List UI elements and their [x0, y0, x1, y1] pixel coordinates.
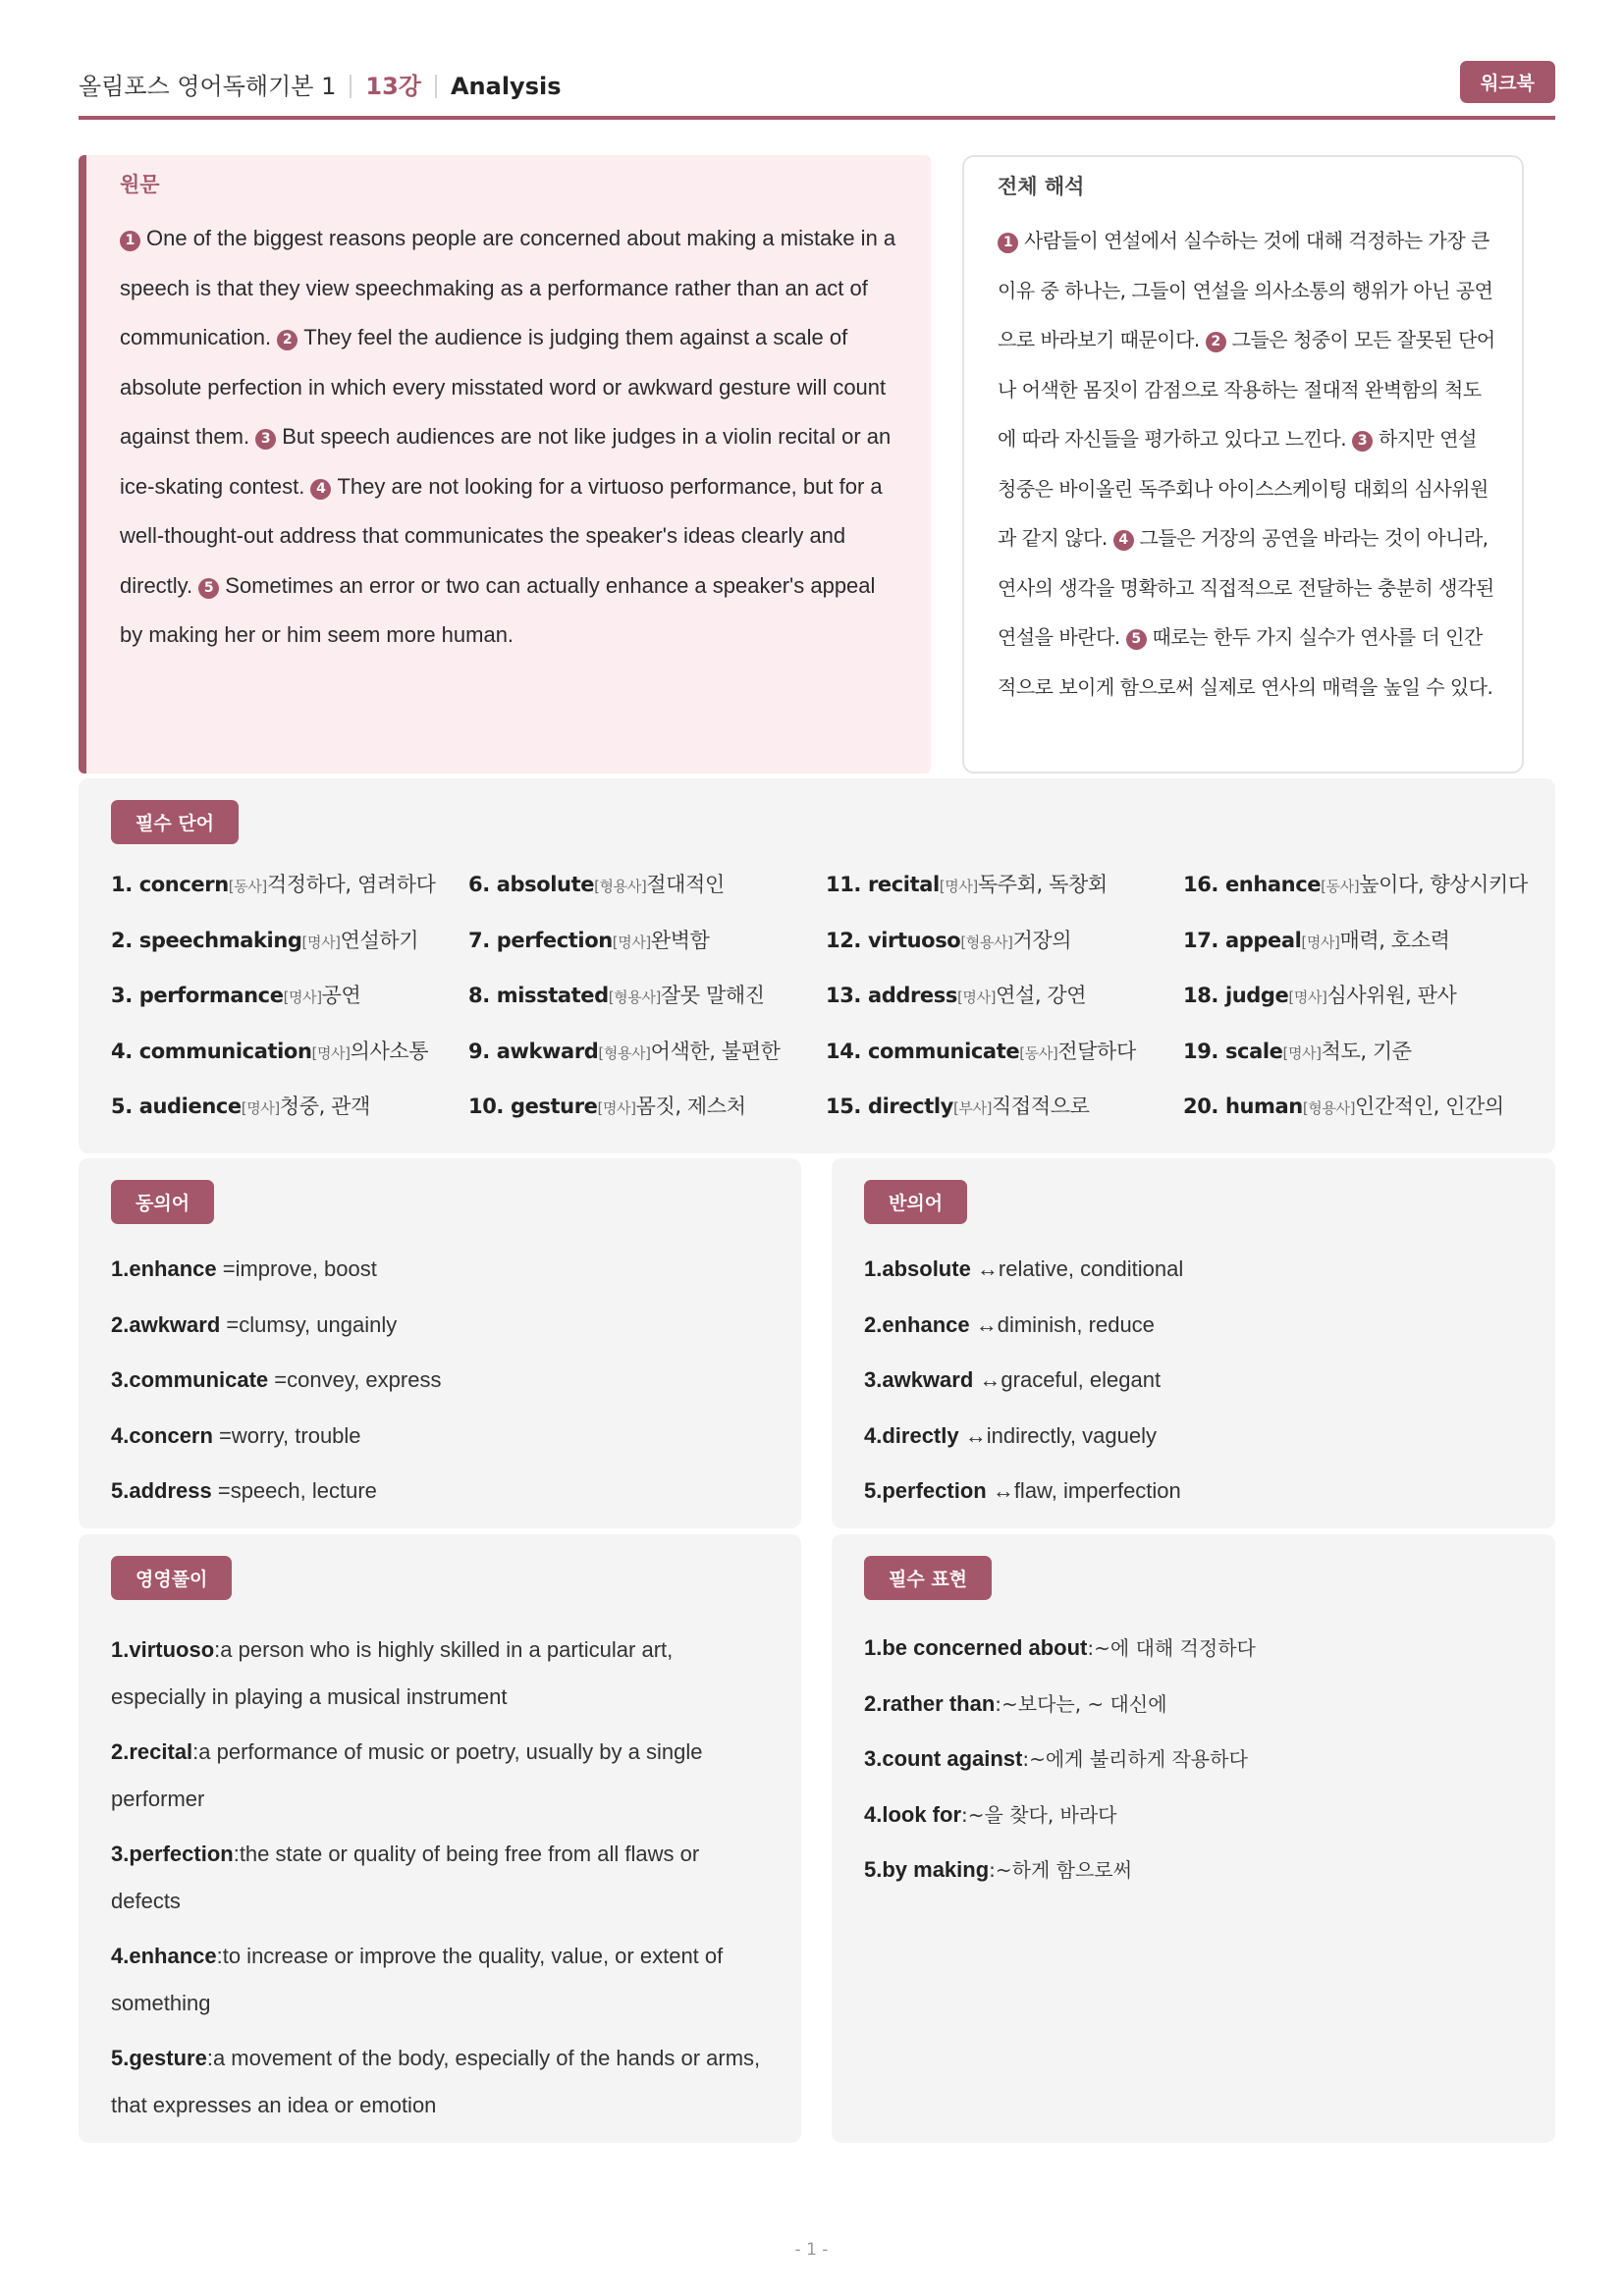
expression-phrase: 4.look for: [864, 1801, 962, 1827]
synonym-value: =improve, boost: [216, 1256, 377, 1281]
vocab-item: [468, 980, 826, 1036]
vocab-term: judge: [1224, 984, 1289, 1007]
vocab-word: [468, 1095, 598, 1118]
synonym-item: [111, 1478, 772, 1534]
expressions-label: 필수 표현: [864, 1556, 992, 1600]
vocab-term: scale: [1224, 1039, 1283, 1063]
vocab-number: 6.: [468, 873, 490, 896]
vocab-term: human: [1224, 1095, 1303, 1118]
vocab-number: 20.: [1183, 1095, 1219, 1118]
vocab-number: 7.: [468, 928, 490, 952]
sentence-number-badge: 2: [277, 330, 298, 350]
vocabulary-label: 필수 단어: [111, 800, 239, 844]
page-number: - 1 -: [794, 2240, 829, 2260]
synonyms-panel: [79, 1158, 801, 1528]
part-of-speech: [명사]: [241, 1099, 280, 1117]
antonym-item: [864, 1256, 1526, 1312]
vocab-meaning: 청중, 관객: [279, 1095, 370, 1118]
vocab-number: 11.: [826, 873, 862, 896]
sentence-number-badge: 5: [198, 578, 219, 599]
antonym-value: ↔relative, conditional: [970, 1256, 1184, 1281]
definition-text: :the state or quality of being free from all flaws or defects: [111, 1842, 700, 1913]
vocab-item: [111, 1036, 468, 1092]
antonym-word: 3.awkward: [864, 1367, 974, 1392]
source-sentence: One of the biggest reasons people are concerned about making a mistake in a speech is that they view speechmaking as a performance rather than an act of communication.: [120, 226, 896, 349]
part-of-speech: [명사]: [597, 1099, 636, 1117]
vocab-word: [1183, 1040, 1283, 1063]
vocab-meaning: 잘못 말해진: [660, 984, 765, 1007]
vocab-term: absolute: [496, 873, 595, 896]
expression-phrase: 2.rather than: [864, 1690, 996, 1716]
vocab-meaning: 몸짓, 제스처: [635, 1095, 746, 1118]
vocab-term: directly: [867, 1095, 953, 1118]
vocab-number: 17.: [1183, 928, 1219, 952]
vocab-meaning: 매력, 호소력: [1339, 928, 1450, 952]
vocab-meaning: 완벽함: [650, 928, 710, 952]
vocab-number: 4.: [111, 1039, 133, 1063]
vocab-word: [826, 984, 957, 1007]
sentence-number-badge: 3: [1352, 431, 1373, 452]
expression-item: [864, 1743, 1526, 1799]
definition-word: 1.virtuoso: [111, 1637, 215, 1662]
header-divider: [350, 75, 352, 98]
vocab-term: misstated: [496, 984, 609, 1007]
translation-panel: [962, 155, 1524, 774]
definition-word: 5.gesture: [111, 2046, 207, 2070]
synonym-word: 1.enhance: [111, 1256, 217, 1281]
vocab-word: [1183, 984, 1288, 1007]
vocab-word: [468, 1040, 598, 1063]
vocab-word: [468, 984, 609, 1007]
vocab-word: [468, 929, 613, 952]
vocab-term: awkward: [496, 1039, 599, 1063]
vocab-meaning: 연설하기: [340, 928, 419, 952]
synonym-item: [111, 1256, 772, 1312]
synonym-word: 3.communicate: [111, 1367, 269, 1392]
header-title-group: [79, 67, 562, 101]
vocab-number: 12.: [826, 928, 862, 952]
vocab-word: [1183, 1095, 1303, 1118]
definition-text: :a person who is highly skilled in a particular art, especially in playing a musical instrument: [111, 1637, 674, 1709]
synonym-value: =convey, express: [268, 1367, 442, 1392]
synonyms-list: [111, 1256, 772, 1534]
vocab-term: concern: [138, 873, 229, 896]
antonyms-label: 반의어: [864, 1180, 967, 1224]
vocab-word: [1183, 873, 1321, 896]
vocab-number: 16.: [1183, 873, 1219, 896]
antonym-item: [864, 1423, 1526, 1479]
vocab-number: 9.: [468, 1039, 490, 1063]
sentence-number-badge: 4: [1113, 530, 1134, 551]
definition-text: :to increase or improve the quality, value, or extent of something: [111, 1944, 724, 2015]
vocab-item: [826, 869, 1183, 925]
expression-item: [864, 1799, 1526, 1855]
sentence-number-badge: 3: [255, 429, 276, 450]
part-of-speech: [형용사]: [598, 1043, 651, 1062]
vocab-item: [111, 980, 468, 1036]
definition-word: 2.recital: [111, 1739, 193, 1764]
expression-phrase: 1.be concerned about: [864, 1635, 1088, 1660]
vocab-item: [1183, 980, 1544, 1036]
expression-meaning: :~보다는, ~ 대신에: [995, 1691, 1167, 1716]
vocab-term: speechmaking: [138, 928, 302, 952]
part-of-speech: [명사]: [283, 988, 322, 1006]
antonym-word: 2.enhance: [864, 1311, 970, 1337]
vocab-meaning: 심사위원, 판사: [1326, 984, 1457, 1007]
antonym-value: ↔indirectly, vaguely: [958, 1422, 1157, 1448]
synonym-item: [111, 1423, 772, 1479]
part-of-speech: [명사]: [612, 933, 651, 951]
vocab-item: [826, 1091, 1183, 1147]
synonym-value: =clumsy, ungainly: [220, 1311, 398, 1337]
synonym-word: 2.awkward: [111, 1311, 221, 1337]
antonym-word: 4.directly: [864, 1422, 959, 1448]
vocab-item: [111, 925, 468, 981]
vocab-item: [468, 1091, 826, 1147]
vocab-meaning: 인간적인, 인간의: [1355, 1095, 1504, 1118]
vocab-number: 3.: [111, 984, 133, 1007]
vocab-item: [468, 1036, 826, 1092]
synonym-value: =worry, trouble: [212, 1422, 361, 1448]
translation-sentence: 그들은 청중이 모든 잘못된 단어나 어색한 몸짓이 감점으로 작용하는 절대적 완벽함의 척도에 따라 자신들을 평가하고 있다고 느낀다.: [998, 328, 1495, 451]
vocab-term: perfection: [496, 928, 613, 952]
expression-meaning: :~하게 함으로써: [989, 1858, 1132, 1882]
expression-meaning: :~에 대해 걱정하다: [1087, 1636, 1256, 1660]
part-of-speech: [명사]: [939, 878, 978, 895]
vocab-meaning: 연설, 강연: [996, 984, 1087, 1007]
part-of-speech: [명사]: [1282, 1043, 1322, 1062]
part-of-speech: [형용사]: [608, 988, 661, 1006]
vocab-meaning: 어색한, 불편한: [650, 1039, 781, 1063]
vocab-meaning: 독주회, 독창회: [977, 873, 1108, 896]
vocab-item: [826, 980, 1183, 1036]
vocab-item: [1183, 1091, 1544, 1147]
workbook-badge: 워크북: [1460, 61, 1555, 103]
vocab-word: [111, 873, 229, 896]
translation-sentence: 사람들이 연설에서 실수하는 것에 대해 걱정하는 가장 큰 이유 중 하나는, 그들이 연설을 의사소통의 행위가 아닌 공연으로 바라보기 때문이다.: [998, 229, 1493, 351]
vocab-meaning: 절대적인: [646, 873, 725, 896]
vocab-term: recital: [867, 873, 940, 896]
vocab-word: [111, 929, 302, 952]
english-definitions-list: [111, 1627, 772, 2137]
vocab-meaning: 높이다, 향상시키다: [1359, 873, 1528, 896]
source-sentence: They are not looking for a virtuoso performance, but for a well-thought-out address that communicates the speaker's ideas clearly and directly.: [120, 473, 883, 598]
lesson-number: 13강: [365, 73, 421, 100]
vocabulary-panel: [79, 778, 1555, 1153]
synonym-word: 5.address: [111, 1478, 212, 1503]
vocab-meaning: 거장의: [1012, 928, 1072, 952]
english-definitions-label: 영영풀이: [111, 1556, 232, 1600]
vocab-meaning: 전달하다: [1057, 1039, 1136, 1063]
part-of-speech: [명사]: [311, 1043, 351, 1062]
part-of-speech: [명사]: [1301, 933, 1340, 951]
part-of-speech: [동사]: [228, 878, 267, 895]
vocab-item: [1183, 1036, 1544, 1092]
vocab-term: communicate: [867, 1039, 1020, 1063]
vocab-word: [468, 873, 594, 896]
source-sentence: But speech audiences are not like judges in a violin recital or an ice-skating contest.: [120, 424, 892, 499]
part-of-speech: [부사]: [952, 1099, 993, 1117]
source-title: 원문: [120, 173, 160, 196]
vocab-meaning: 걱정하다, 염려하다: [266, 873, 436, 896]
vocab-item: [468, 925, 826, 981]
vocab-number: 13.: [826, 984, 862, 1007]
vocab-number: 2.: [111, 928, 133, 952]
vocab-number: 19.: [1183, 1039, 1219, 1063]
antonyms-list: [864, 1256, 1526, 1534]
vocab-number: 18.: [1183, 984, 1219, 1007]
expression-meaning: :~에게 불리하게 작용하다: [1022, 1747, 1248, 1771]
vocab-item: [826, 925, 1183, 981]
vocab-meaning: 공연: [321, 984, 361, 1007]
vocab-term: appeal: [1224, 928, 1302, 952]
vocab-term: virtuoso: [867, 928, 961, 952]
vocab-term: performance: [138, 984, 284, 1007]
sentence-number-badge: 1: [998, 233, 1018, 253]
vocab-word: [826, 1040, 1019, 1063]
translation-sentence: 그들은 거장의 공연을 바라는 것이 아니라, 연사의 생각을 명확하고 직접적으로 전달하는 충분히 생각된 연설을 바란다.: [998, 526, 1494, 649]
antonym-value: ↔graceful, elegant: [973, 1367, 1162, 1392]
antonym-item: [864, 1367, 1526, 1423]
english-definitions-panel: [79, 1534, 801, 2143]
definition-item: [111, 2035, 772, 2129]
definition-item: [111, 1729, 772, 1823]
vocab-term: audience: [138, 1095, 242, 1118]
antonym-item: [864, 1312, 1526, 1368]
part-of-speech: [동사]: [1321, 878, 1360, 895]
synonym-item: [111, 1367, 772, 1423]
sentence-number-badge: 4: [310, 479, 331, 500]
translation-sentence: 때로는 한두 가지 실수가 연사를 더 인간적으로 보이게 함으로써 실제로 연사의 매력을 높일 수 있다.: [998, 625, 1493, 699]
synonym-value: =speech, lecture: [211, 1478, 377, 1503]
vocab-word: [111, 984, 284, 1007]
source-sentence: They feel the audience is judging them against a scale of absolute perfection in which every misstated word or awkward gesture will count against them.: [120, 325, 887, 449]
definition-text: :a performance of music or poetry, usually by a single performer: [111, 1739, 703, 1811]
vocab-word: [111, 1095, 242, 1118]
vocab-number: 1.: [111, 873, 133, 896]
expression-item: [864, 1854, 1526, 1910]
definition-item: [111, 1933, 772, 2027]
expression-phrase: 5.by making: [864, 1857, 990, 1882]
vocab-meaning: 의사소통: [350, 1039, 429, 1063]
definition-word: 3.perfection: [111, 1842, 234, 1866]
part-of-speech: [형용사]: [1302, 1099, 1356, 1117]
source-paragraph: [120, 214, 901, 661]
antonym-value: ↔flaw, imperfection: [986, 1478, 1181, 1503]
vocab-term: address: [867, 984, 957, 1007]
part-of-speech: [형용사]: [594, 878, 647, 895]
part-of-speech: [형용사]: [960, 933, 1013, 951]
translation-paragraph: [998, 216, 1498, 712]
antonym-word: 5.perfection: [864, 1478, 987, 1503]
vocab-number: 5.: [111, 1095, 133, 1118]
expression-phrase: 3.count against: [864, 1746, 1023, 1771]
vocab-number: 15.: [826, 1095, 862, 1118]
sentence-number-badge: 2: [1206, 332, 1226, 352]
vocab-item: [468, 869, 826, 925]
vocab-number: 8.: [468, 984, 490, 1007]
book-title: 올림포스 영어독해기본 1: [79, 73, 337, 100]
vocab-item: [826, 1036, 1183, 1092]
part-of-speech: [명사]: [956, 988, 997, 1006]
vocab-term: enhance: [1224, 873, 1322, 896]
page-header: [79, 61, 1555, 120]
antonym-item: [864, 1478, 1526, 1534]
expressions-list: [864, 1632, 1526, 1910]
vocab-term: communication: [138, 1039, 312, 1063]
antonym-value: ↔diminish, reduce: [969, 1311, 1155, 1337]
vocab-word: [111, 1040, 312, 1063]
vocab-number: 14.: [826, 1039, 862, 1063]
section-name: Analysis: [450, 73, 562, 100]
sentence-number-badge: 1: [120, 231, 140, 251]
vocab-item: [1183, 925, 1544, 981]
expressions-panel: [832, 1534, 1555, 2143]
expression-item: [864, 1632, 1526, 1688]
vocab-meaning: 직접적으로: [992, 1095, 1090, 1118]
vocab-term: gesture: [510, 1095, 598, 1118]
expression-meaning: :~을 찾다, 바라다: [961, 1802, 1117, 1827]
part-of-speech: [명사]: [301, 933, 341, 951]
vocab-item: [1183, 869, 1544, 925]
vocab-word: [826, 1095, 953, 1118]
vocab-item: [111, 869, 468, 925]
synonym-item: [111, 1312, 772, 1368]
expression-item: [864, 1688, 1526, 1744]
part-of-speech: [명사]: [1288, 988, 1327, 1006]
vocabulary-grid: [111, 869, 1544, 1147]
vocab-item: [111, 1091, 468, 1147]
antonym-word: 1.absolute: [864, 1256, 971, 1281]
vocab-word: [1183, 929, 1301, 952]
translation-title: 전체 해석: [998, 175, 1085, 198]
vocab-meaning: 척도, 기준: [1321, 1039, 1412, 1063]
source-text-panel: [79, 155, 931, 774]
part-of-speech: [동사]: [1019, 1043, 1058, 1062]
synonyms-label: 동의어: [111, 1180, 214, 1224]
source-sentence: Sometimes an error or two can actually enhance a speaker's appeal by making her or him seem more human.: [120, 572, 876, 647]
antonyms-panel: [832, 1158, 1555, 1528]
synonym-word: 4.concern: [111, 1422, 213, 1448]
header-divider: [435, 75, 437, 98]
vocab-number: 10.: [468, 1095, 505, 1118]
definition-item: [111, 1831, 772, 1925]
sentence-number-badge: 5: [1126, 629, 1147, 650]
vocab-word: [826, 873, 940, 896]
definition-item: [111, 1627, 772, 1721]
translation-sentence: 하지만 연설 청중은 바이올린 독주회나 아이스스케이팅 대회의 심사위원과 같지 않다.: [998, 427, 1488, 550]
vocab-word: [826, 929, 960, 952]
definition-text: :a movement of the body, especially of the hands or arms, that expresses an idea or emotion: [111, 2046, 761, 2117]
definition-word: 4.enhance: [111, 1944, 217, 1968]
